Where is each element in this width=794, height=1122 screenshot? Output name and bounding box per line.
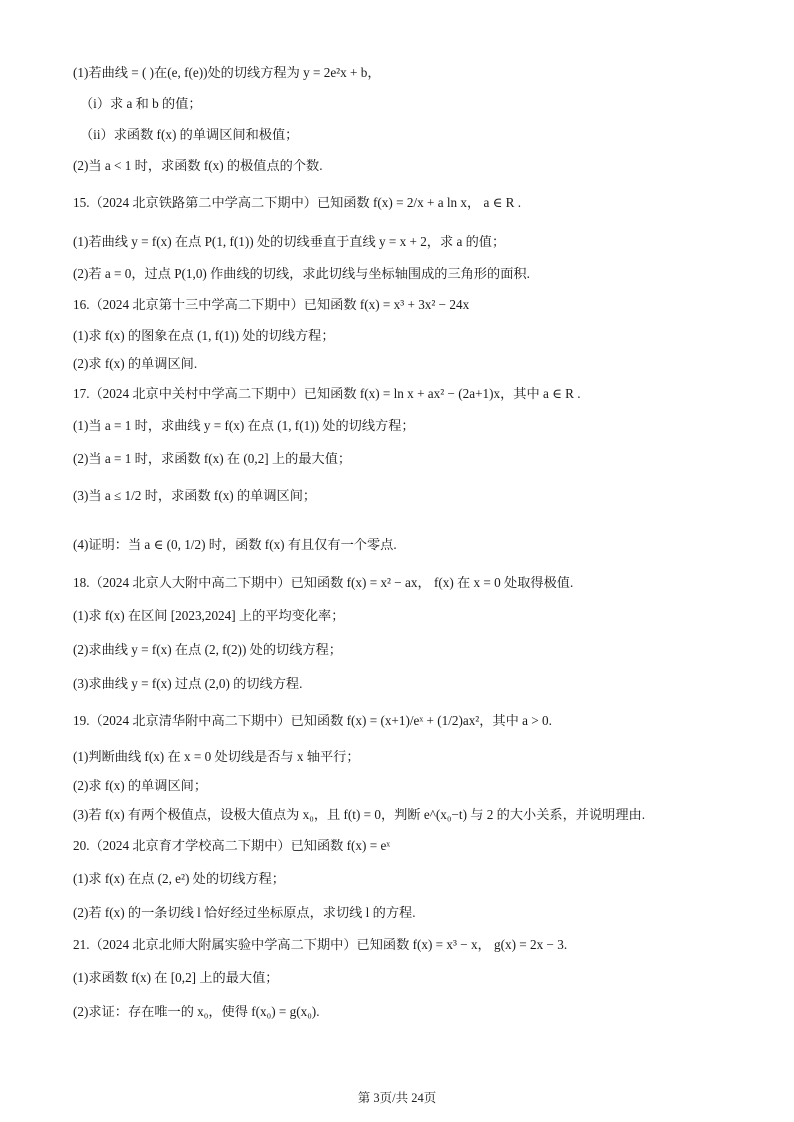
question-18-part-2: (2)求曲线 y = f(x) 在点 (2, f(2)) 处的切线方程； [73, 642, 342, 657]
question-15-part-2: (2)若 a = 0，过点 P(1,0) 作曲线的切线，求此切线与坐标轴围成的三角形的面积. [73, 266, 530, 281]
question-19-part-1: (1)判断曲线 f(x) 在 x = 0 处切线是否与 x 轴平行； [73, 749, 360, 764]
question-16-stem: 16.（2024 北京第十三中学高二下期中）已知函数 f(x) = x³ + 3x² − 24x [73, 297, 470, 312]
question-18-part-1: (1)求 f(x) 在区间 [2023,2024] 上的平均变化率； [73, 608, 345, 623]
question-18-part-3: (3)求曲线 y = f(x) 过点 (2,0) 的切线方程. [73, 676, 303, 691]
question-20-stem: 20.（2024 北京育才学校高二下期中）已知函数 f(x) = eˣ [73, 838, 391, 853]
question-17-part-2: (2)当 a = 1 时，求函数 f(x) 在 (0,2] 上的最大值； [73, 451, 352, 466]
question-17-part-1: (1)当 a = 1 时，求曲线 y = f(x) 在点 (1, f(1)) 处的切线方程； [73, 418, 415, 433]
page-number: 第 3页/共 24页 [357, 1091, 437, 1105]
question-20-part-1: (1)求 f(x) 在点 (2, e²) 处的切线方程； [73, 871, 285, 886]
question-19-part-3: (3)若 f(x) 有两个极值点，设极大值点为 x₀，且 f(t) = 0，判断 e^(x₀−t) 与 2 的大小关系，并说明理由. [73, 807, 645, 822]
question-19-part-2: (2)求 f(x) 的单调区间； [73, 778, 208, 793]
question-18-stem: 18.（2024 北京人大附中高二下期中）已知函数 f(x) = x² − ax， f(x) 在 x = 0 处取得极值. [73, 575, 574, 590]
question-21-part-1: (1)求函数 f(x) 在 [0,2] 上的最大值； [73, 970, 279, 985]
question-15-part-1: (1)若曲线 y = f(x) 在点 P(1, f(1)) 处的切线垂直于直线 y = x + 2，求 a 的值； [73, 234, 506, 249]
question-17-stem: 17.（2024 北京中关村中学高二下期中）已知函数 f(x) = ln x + ax² − (2a+1)x，其中 a ∈ R . [73, 386, 581, 401]
question-20-part-2: (2)若 f(x) 的一条切线 l 恰好经过坐标原点，求切线 l 的方程. [73, 905, 416, 920]
question-17-part-3: (3)当 a ≤ 1/2 时，求函数 f(x) 的单调区间； [73, 488, 317, 503]
question-17-part-4: (4)证明：当 a ∈ (0, 1/2) 时，函数 f(x) 有且仅有一个零点. [73, 537, 397, 552]
question-16-part-2: (2)求 f(x) 的单调区间. [73, 356, 198, 371]
question-21-part-2: (2)求证：存在唯一的 x₀，使得 f(x₀) = g(x₀). [73, 1004, 320, 1019]
question-15-stem: 15.（2024 北京铁路第二中学高二下期中）已知函数 f(x) = 2/x + a ln x， a ∈ R . [73, 195, 522, 210]
question-14-part-1: (1)若曲线 = ( )在(e, f(e))处的切线方程为 y = 2e²x + b， [73, 65, 381, 80]
question-19-stem: 19.（2024 北京清华附中高二下期中）已知函数 f(x) = (x+1)/eˣ + (1/2)ax²，其中 a > 0. [73, 713, 552, 728]
question-21-stem: 21.（2024 北京北师大附属实验中学高二下期中）已知函数 f(x) = x³ − x， g(x) = 2x − 3. [73, 937, 568, 952]
question-14-part-2: (2)当 a < 1 时，求函数 f(x) 的极值点的个数. [73, 158, 323, 173]
question-14-subpart-ii: （ii）求函数 f(x) 的单调区间和极值； [80, 127, 299, 142]
question-14-subpart-i: （i）求 a 和 b 的值； [80, 96, 202, 111]
question-16-part-1: (1)求 f(x) 的图象在点 (1, f(1)) 处的切线方程； [73, 328, 335, 343]
